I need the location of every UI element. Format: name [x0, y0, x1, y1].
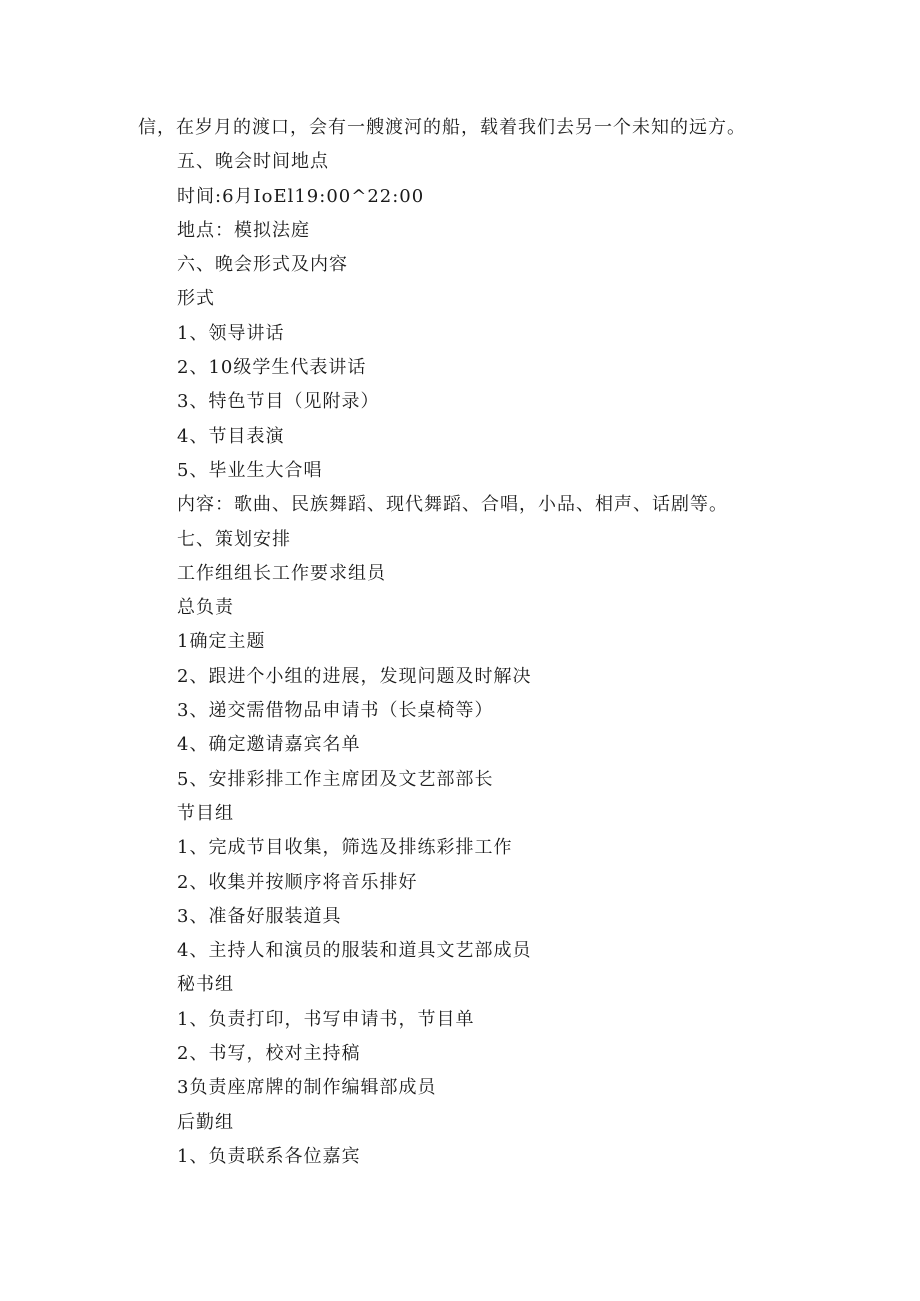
- text-line: 3、递交需借物品申请书（长桌椅等）: [177, 700, 494, 722]
- text-line: 2、收集并按顺序将音乐排好: [177, 871, 418, 893]
- text-line: 秘书组: [177, 974, 234, 996]
- text-line: 2、书写，校对主持稿: [177, 1043, 361, 1065]
- text-line: 3、特色节目（见附录）: [177, 391, 380, 413]
- text-line: 后勤组: [177, 1111, 234, 1133]
- text-line: 节目组: [177, 802, 234, 824]
- text-line: 1、负责打印，书写申请书，节目单: [177, 1008, 475, 1030]
- text-line: 六、晚会形式及内容: [177, 254, 348, 276]
- text-line: 1确定主题: [177, 631, 266, 653]
- text-line: 5、毕业生大合唱: [177, 459, 323, 481]
- text-line: 时间:6月IoEl19:00^22:00: [177, 185, 425, 207]
- text-line: 1、完成节目收集，筛选及排练彩排工作: [177, 837, 513, 859]
- text-line: 4、节目表演: [177, 425, 285, 447]
- text-line: 4、主持人和演员的服装和道具文艺部成员: [177, 940, 532, 962]
- text-line: 形式: [177, 288, 215, 310]
- text-line: 总负责: [177, 597, 234, 619]
- text-line: 2、跟进个小组的进展，发现问题及时解决: [177, 665, 532, 687]
- text-line: 五、晚会时间地点: [177, 151, 329, 173]
- text-line: 七、策划安排: [177, 528, 291, 550]
- text-line: 信，在岁月的渡口，会有一艘渡河的船，载着我们去另一个未知的远方。: [138, 117, 746, 138]
- text-line: 4、确定邀请嘉宾名单: [177, 734, 361, 756]
- document-body: [138, 111, 798, 1174]
- text-line: 工作组组长工作要求组员: [177, 562, 386, 584]
- text-line: 1、负责联系各位嘉宾: [177, 1145, 361, 1167]
- text-line: 地点：模拟法庭: [177, 219, 310, 241]
- text-line: 2、10级学生代表讲话: [177, 357, 367, 379]
- text-line: 3、准备好服装道具: [177, 905, 342, 927]
- text-line: 3负责座席牌的制作编辑部成员: [177, 1077, 437, 1099]
- text-line: 内容：歌曲、民族舞蹈、现代舞蹈、合唱，小品、相声、话剧等。: [177, 494, 728, 516]
- text-line: 5、安排彩排工作主席团及文艺部部长: [177, 768, 494, 790]
- text-line: 1、领导讲话: [177, 322, 285, 344]
